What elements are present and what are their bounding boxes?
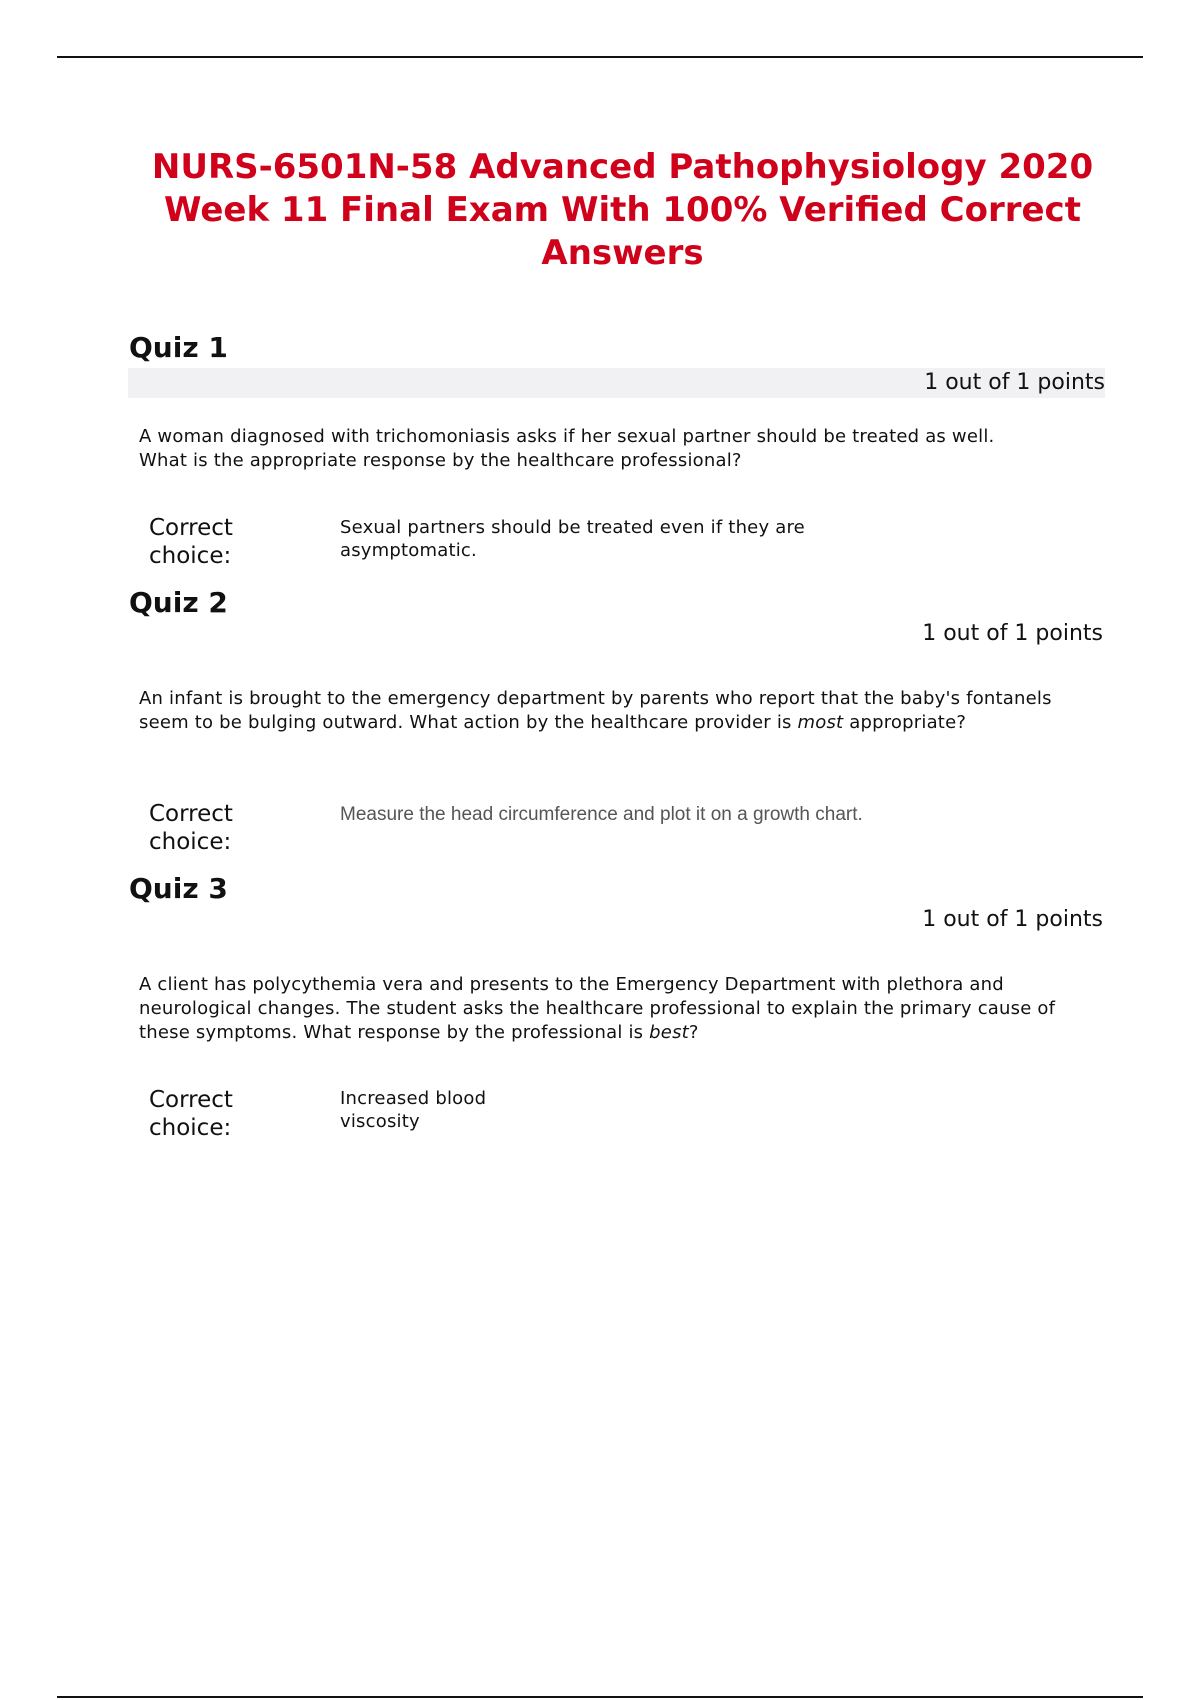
correct-answer: Measure the head circumference and plot it on a growth chart. <box>340 804 863 825</box>
question-text-part: appropriate? <box>843 712 967 733</box>
bottom-divider <box>57 1696 1143 1698</box>
question-text-part: A client has polycythemia vera and presents to the Emergency Department with plethora and neurological changes. The student asks the healthcare professional to explain the primary cause of these symptoms. What response by the professional is <box>139 974 1056 1043</box>
points-bar <box>128 619 1103 649</box>
question-text <box>139 973 1064 1045</box>
correct-choice-label: Correct choice: <box>149 1087 233 1141</box>
correct-choice-label: Correct choice: <box>149 515 233 569</box>
question-text-part: An infant is brought to the emergency department by parents who report that the baby's fontanels seem to be bulging outward. What action by the healthcare provider is <box>139 688 1052 733</box>
quiz-heading: Quiz 3 <box>129 872 228 905</box>
question-emphasis: best <box>649 1022 689 1043</box>
quiz-heading: Quiz 2 <box>129 586 228 619</box>
quiz-heading: Quiz 1 <box>129 331 228 364</box>
question-text <box>139 687 1064 735</box>
question-emphasis: most <box>797 712 844 733</box>
correct-answer: Sexual partners should be treated even if they are asymptomatic. <box>340 517 805 561</box>
document-title: NURS-6501N-58 Advanced Pathophysiology 2020 Week 11 Final Exam With 100% Verified Correct Answers <box>151 147 1094 273</box>
correct-choice-label: Correct choice: <box>149 801 233 855</box>
top-divider <box>57 56 1143 58</box>
points-bar <box>128 368 1105 398</box>
points-score: 1 out of 1 points <box>924 370 1105 395</box>
question-text-part: ? <box>688 1022 699 1043</box>
points-score: 1 out of 1 points <box>922 621 1103 646</box>
points-score: 1 out of 1 points <box>922 907 1103 932</box>
points-bar <box>128 905 1103 935</box>
question-text: A woman diagnosed with trichomoniasis asks if her sexual partner should be treated as well. What is the appropriate response by the healthcare professional? <box>139 426 995 471</box>
correct-answer: Increased blood viscosity <box>340 1088 487 1132</box>
